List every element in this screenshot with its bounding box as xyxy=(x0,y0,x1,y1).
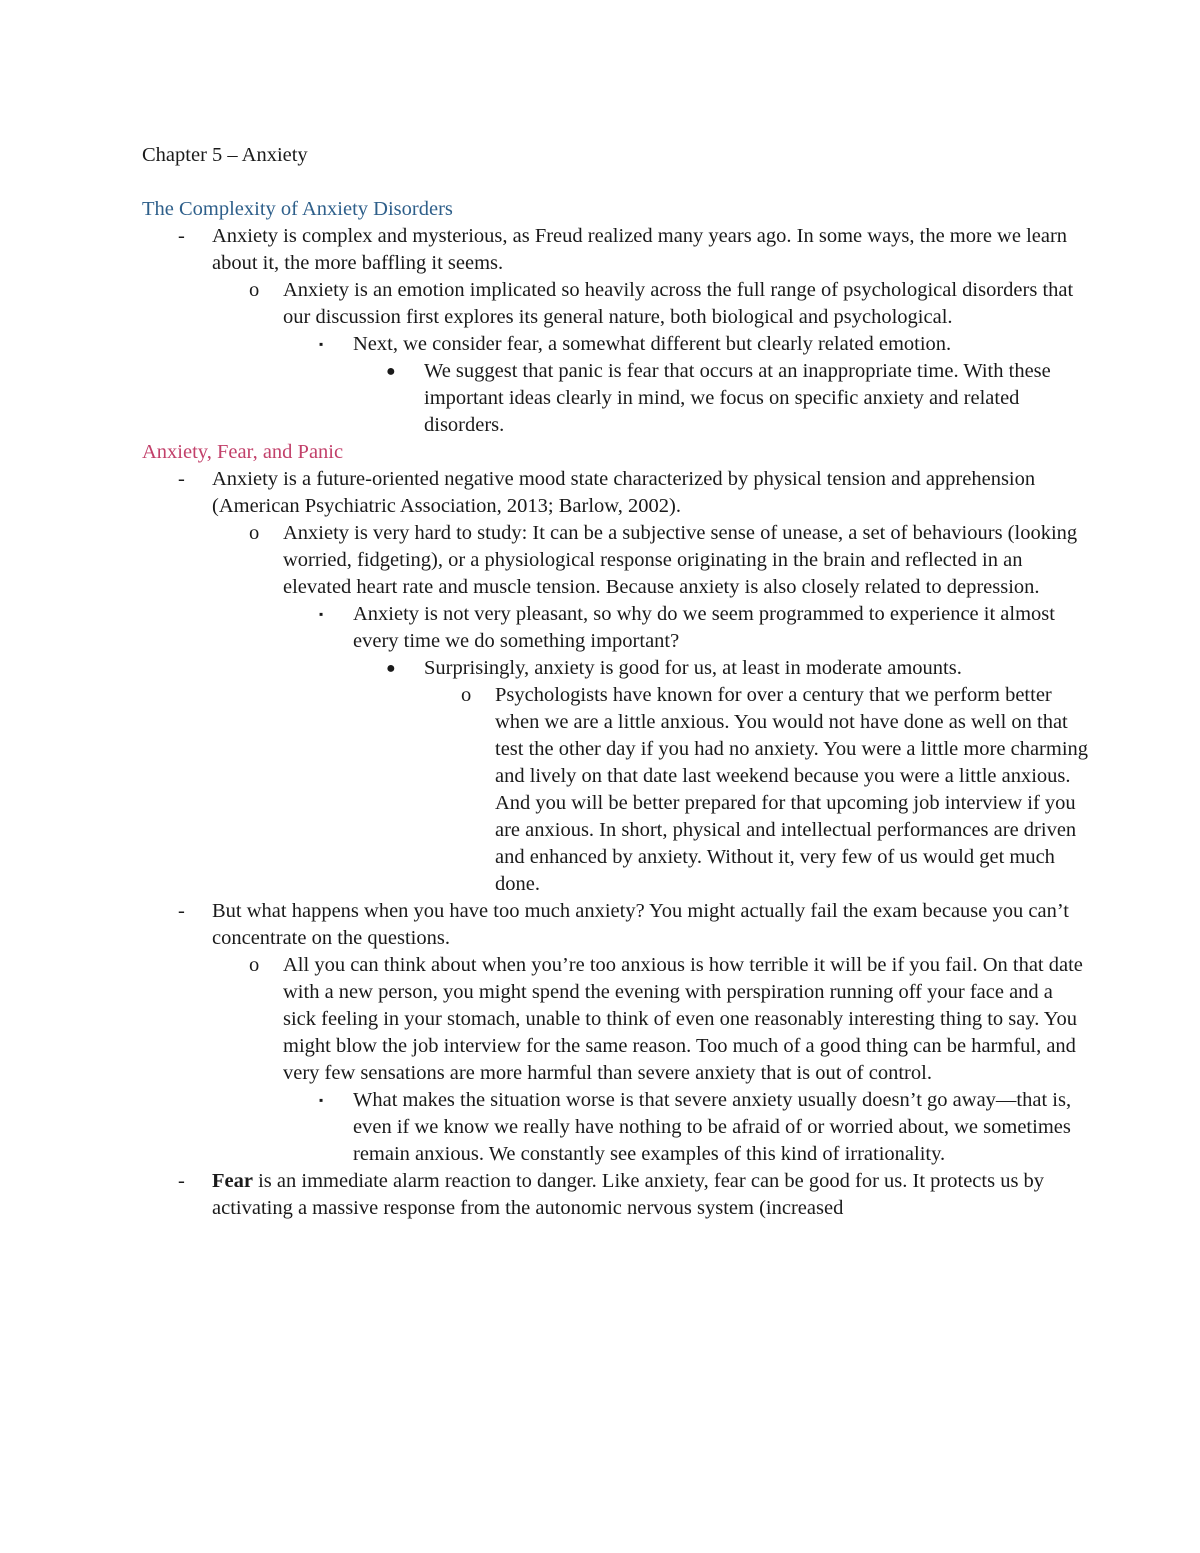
bold-term: Fear xyxy=(212,1170,253,1192)
list-item xyxy=(142,952,1090,1087)
square-bullet: ▪ xyxy=(319,607,324,621)
page-title: Chapter 5 – Anxiety xyxy=(142,144,308,166)
list-item xyxy=(142,682,1090,898)
dash-bullet: - xyxy=(178,468,185,490)
list-item-text: Psychologists have known for over a century that we perform better when we are a little anxious. You would not have done as well on that test the other day if you had no anxiety. You were a little more charming and lively on that date last weekend because you were a little anxious. And you will be better prepared for that upcoming job interview if you are anxious. In short, physical and intellectual performances are driven and enhanced by anxiety. Without it, very few of us would get much done. xyxy=(495,684,1089,895)
circle-bullet: o xyxy=(461,684,472,706)
circle-bullet: o xyxy=(249,522,260,544)
list-item xyxy=(142,601,1090,655)
square-bullet: ▪ xyxy=(319,337,324,351)
list-item xyxy=(142,466,1090,520)
list-item-text: What makes the situation worse is that severe anxiety usually doesn’t go away—that is, even if we know we really have nothing to be afraid of or worried about, we sometimes remain anxious. We constantly see examples of this kind of irrationality. xyxy=(353,1089,1072,1165)
list-item-text: Anxiety is very hard to study: It can be a subjective sense of unease, a set of behaviours (looking worried, fidgeting), or a physiological response originating in the brain and reflected in an elevated heart rate and muscle tension. Because anxiety is also closely related to depression. xyxy=(283,522,1078,598)
list-item-text: Anxiety is not very pleasant, so why do we seem programmed to experience it almost every time we do something important? xyxy=(353,603,1055,652)
dot-bullet: ● xyxy=(386,660,396,677)
dot-bullet: ● xyxy=(386,363,396,380)
dash-bullet: - xyxy=(178,1170,185,1192)
list-item-text: Next, we consider fear, a somewhat different but clearly related emotion. xyxy=(353,333,952,355)
list-item xyxy=(142,1087,1090,1168)
dash-bullet: - xyxy=(178,225,185,247)
list-item xyxy=(142,1168,1090,1222)
list-item-text: Anxiety is a future-oriented negative mood state characterized by physical tension and apprehension (American Psychiatric Association, 2013; Barlow, 2002). xyxy=(212,468,1036,517)
list-item-text: But what happens when you have too much anxiety? You might actually fail the exam because you can’t concentrate on the questions. xyxy=(212,900,1069,949)
list-item xyxy=(142,520,1090,601)
list-item xyxy=(142,331,1090,358)
section-heading: The Complexity of Anxiety Disorders xyxy=(142,198,453,220)
dash-bullet: - xyxy=(178,900,185,922)
list-item-text: Anxiety is an emotion implicated so heavily across the full range of psychological disorders that our discussion first explores its general nature, both biological and psychological. xyxy=(283,279,1074,328)
circle-bullet: o xyxy=(249,954,260,976)
list-item-text: Anxiety is complex and mysterious, as Freud realized many years ago. In some ways, the more we learn about it, the more baffling it seems. xyxy=(212,225,1068,274)
list-item xyxy=(142,223,1090,277)
circle-bullet: o xyxy=(249,279,260,301)
list-item xyxy=(142,358,1090,439)
list-item-text: We suggest that panic is fear that occurs at an inappropriate time. With these important ideas clearly in mind, we focus on specific anxiety and related disorders. xyxy=(424,360,1051,436)
list-item-text: is an immediate alarm reaction to danger. Like anxiety, fear can be good for us. It protects us by activating a massive response from the autonomic nervous system (increased xyxy=(212,1170,1045,1219)
list-item xyxy=(142,898,1090,952)
list-item xyxy=(142,277,1090,331)
square-bullet: ▪ xyxy=(319,1093,324,1107)
list-item-text: Surprisingly, anxiety is good for us, at least in moderate amounts. xyxy=(424,657,962,679)
list-item-text: All you can think about when you’re too anxious is how terrible it will be if you fail. On that date with a new person, you might spend the evening with perspiration running off your face and a sick feeling in your stomach, unable to think of even one reasonably interesting thing to say. You might blow the job interview for the same reason. Too much of a good thing can be harmful, and very few sensations are more harmful than severe anxiety that is out of control. xyxy=(283,954,1083,1084)
section-heading: Anxiety, Fear, and Panic xyxy=(142,441,344,463)
list-item xyxy=(142,655,1090,682)
